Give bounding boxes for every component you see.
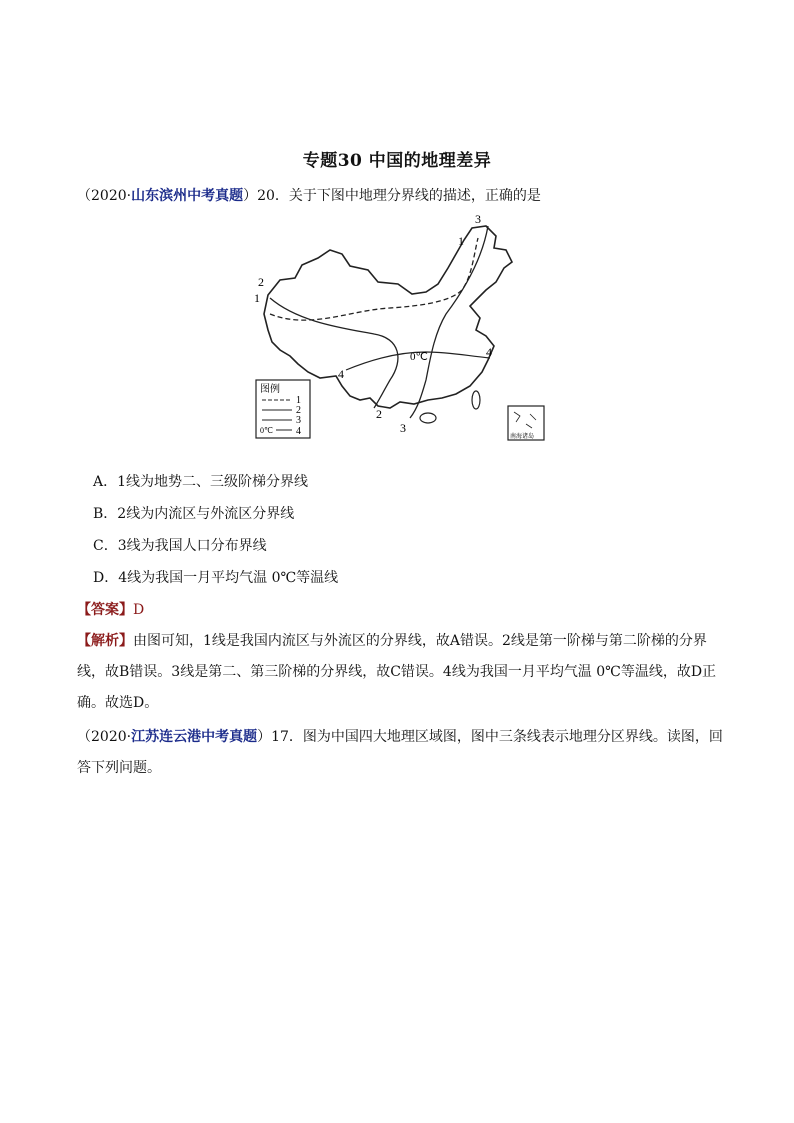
- boundary-line-1: [270, 238, 478, 320]
- q2-source-open: （2020·: [77, 729, 132, 745]
- page-title: 专题30 中国的地理差异: [302, 151, 492, 171]
- explanation-label: 【解析】: [77, 633, 133, 649]
- explanation-block: [77, 626, 727, 719]
- isotherm-label: 0℃: [410, 351, 428, 363]
- answer-line: [77, 600, 144, 620]
- q2-source-close: ）: [257, 729, 272, 745]
- legend-item-3: 3: [296, 415, 301, 426]
- map-label-4-left: 4: [338, 367, 344, 381]
- map-legend: [256, 380, 310, 438]
- taiwan-island: [472, 391, 480, 409]
- question-20-stem: [77, 186, 541, 206]
- legend-item-1: 1: [296, 395, 301, 406]
- question-text: 20．关于下图中地理分界线的描述，正确的是: [257, 188, 541, 204]
- map-label-1-top: 1: [458, 234, 464, 248]
- answer-value: D: [133, 602, 145, 618]
- q2-source: 江苏连云港中考真题: [131, 729, 258, 745]
- china-map-svg: [250, 210, 550, 442]
- legend-item-4: 4: [296, 426, 301, 437]
- explanation-text: 由图可知，1线是我国内流区与外流区的分界线，故A错误。2线是第一阶梯与第二阶梯的分界线，故B错误。3线是第二、第三阶梯的分界线，故C错误。4线为我国一月平均气温 0℃等温线，故D正确。故选D。: [77, 633, 717, 711]
- inset-label: 南海诸岛: [510, 433, 535, 440]
- map-label-1-left: 1: [254, 291, 260, 305]
- south-china-sea-inset: [508, 406, 544, 440]
- option-a: A．1线为地势二、三级阶梯分界线: [93, 474, 309, 490]
- source-open: （2020·: [77, 188, 132, 204]
- option-d: D．4线为我国一月平均气温 0℃等温线: [93, 570, 339, 586]
- map-label-3-bottom: 3: [400, 421, 406, 435]
- legend-iso-label: 0℃: [260, 426, 273, 435]
- option-c: C．3线为我国人口分布界线: [93, 538, 267, 554]
- map-label-4-right: 4: [486, 345, 492, 359]
- legend-title: 图例: [260, 384, 280, 395]
- answer-label: 【答案】: [77, 602, 133, 618]
- source-close: ）: [243, 188, 258, 204]
- map-label-2-left: 2: [258, 275, 264, 289]
- q2-text: 17．图为中国四大地理区域图，图中三条线表示地理分区界线。读图，回答下列问题。: [77, 729, 723, 776]
- legend-item-2: 2: [296, 405, 301, 416]
- question-17-stem: [77, 722, 727, 784]
- option-b: B．2线为内流区与外流区分界线: [93, 506, 295, 522]
- boundary-line-3: [410, 226, 488, 418]
- map-label-2-bottom: 2: [376, 407, 382, 421]
- hainan-island: [420, 413, 436, 423]
- map-label-3-top: 3: [475, 212, 481, 226]
- china-boundary-map: [250, 210, 550, 442]
- question-source: 山东滨州中考真题: [131, 188, 244, 204]
